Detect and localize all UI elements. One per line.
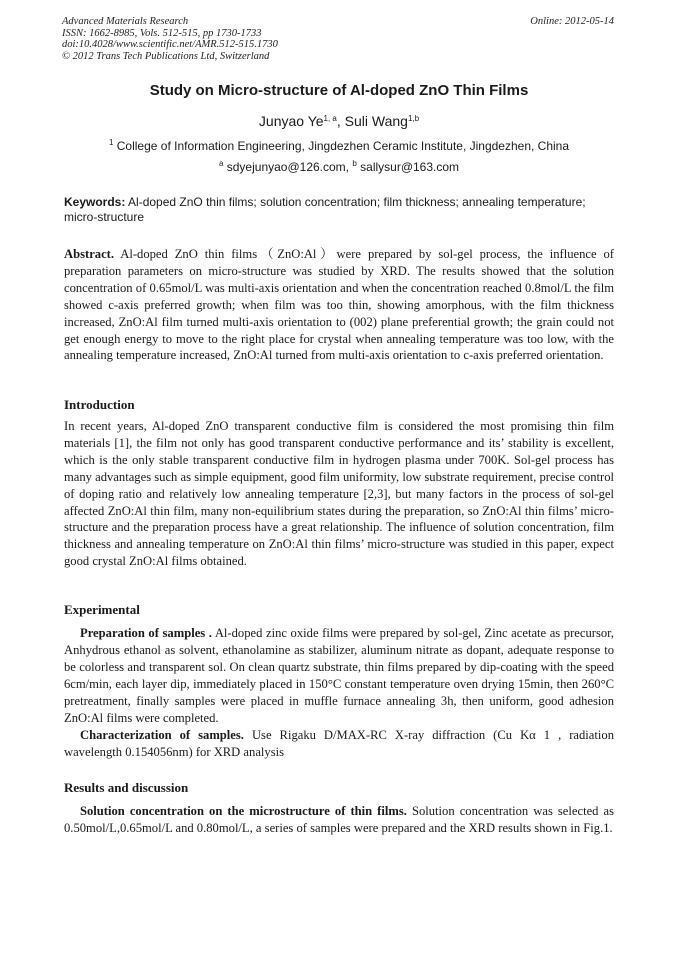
abstract-label: Abstract. [64,247,115,261]
email-address: sdyejunyao@126.com, [226,160,349,174]
journal-copyright: © 2012 Trans Tech Publications Ltd, Switzerland [62,50,270,62]
keywords-text: Al-doped ZnO thin films; solution concentration; film thickness; annealing temperature; micro-structure [64,195,586,224]
author-separator: , [336,113,345,129]
journal-name: Advanced Materials Research [62,16,189,27]
author-superscript: 1, a [323,114,337,123]
author-name: Junyao Ye [258,113,324,129]
degree-unit: °C [327,676,342,691]
email-line [0,160,678,174]
introduction-paragraph: In recent years, Al-doped ZnO transparent conductive film is considered the most promising thin film materials [1], the film not only has good transparent conductive performance and its’ stability is excellent, which is the only stable transparent conductive film in hydrogen plasma under 700K. Sol-gel process has many advantages such as simple equipment, good film uniformity, low substrate requirement, precise control of doping ratio and relatively low annealing temperature [2,3], but many factors in the process of sol-gel affected ZnO:Al thin film, many non-equilibrium states during the preparation, so ZnO:Al thin films’ micro-structure and the preparation process have a great relationship. The influence of solution concentration, film thickness and annealing temperature on ZnO:Al thin films’ micro-structure was studied in this paper, expect good crystal ZnO:Al films obtained. [64,419,614,569]
abstract-text: Al-doped ZnO thin films（ZnO:Al）were prepared by sol-gel process, the influence of preparation parameters on micro-structure was studied by XRD. The results showed that the solution concentration of 0.65mol/L was multi-axis orientation and when the concentration reached 0.8mol/L the film showed c-axis preferred growth; when film was too thin, showing amorphous, with the film thickness increased, ZnO:Al film turned multi-axis orientation to (002) plane preferential growth; the grain could not get enough energy to move to the right place for crystal when annealing temperature was too low, with the annealing temperature increased, ZnO:Al turned from multi-axis orientation to c-axis preferred orientation. [64,247,614,363]
alpha-symbol: α [529,728,536,742]
journal-header [62,16,278,62]
journal-doi: doi:10.4028/www.scientific.net/AMR.512-515.1730 [62,39,278,50]
affiliation [0,139,678,153]
subsection-label: Solution concentration on the microstructure of thin films. [80,804,407,818]
subsection-label: Preparation of samples . [80,626,212,640]
paragraph-text: constant temperature oven drying 15min, then 260 [341,676,601,691]
author-name: Suli Wang [344,113,408,129]
affiliation-text: College of Information Engineering, Jingdezhen Ceramic Institute, Jingdezhen, China [116,139,570,153]
paragraph-text: Solution concentration was selected as 0.50mol/L,0.65mol/L and 0.80mol/L, a series of samples were prepared and the XRD results shown in Fig.1. [64,804,614,835]
subsection-label: Characterization of samples. [80,728,244,742]
journal-issn: ISSN: 1662-8985, Vols. 512-515, pp 1730-1733 [62,27,262,39]
author-line [0,113,678,129]
paper-title: Study on Micro-structure of Al-doped ZnO Thin Films [149,82,529,99]
section-heading: Introduction [64,397,135,412]
email-superscript: b [352,159,357,168]
affiliation-superscript: 1 [108,138,114,147]
paragraph-text: Use Rigaku D/MAX-RC X-ray diffraction (Cu K [243,728,530,742]
section-heading: Experimental [64,602,140,617]
author-superscript: 1,b [407,114,420,123]
keywords-label: Keywords: [64,195,126,209]
results-paragraph [64,803,614,837]
paragraph-text: pretreatment, finally samples were placed in muffle furnace annealing 3h, then uniform, good adhesion ZnO:Al films were completed. [64,693,614,725]
email-superscript: a [218,159,224,168]
paragraph-text: 1 , radiation wavelength 0.154056nm) for XRD analysis [64,728,614,759]
email-address: sallysur@163.com [360,160,460,174]
section-heading: Results and discussion [64,780,189,795]
abstract [64,246,614,364]
keywords [64,195,616,225]
online-date: Online: 2012-05-14 [530,16,614,27]
characterization-paragraph [64,727,614,761]
paragraph-text: Al-doped zinc oxide films were prepared by sol-gel, Zinc acetate as precursor, Anhydrous ethanol as solvent, ethanolamine as stabilizer, aluminum nitrate as dopant, adequate response to be colorless and transparent sol. On clean quartz substrate, thin films prepared by dip-coating with the speed 6cm/min, each layer dip, immediately placed in 150 [64,626,615,691]
preparation-paragraph [64,625,614,726]
degree-unit: °C [600,676,614,691]
